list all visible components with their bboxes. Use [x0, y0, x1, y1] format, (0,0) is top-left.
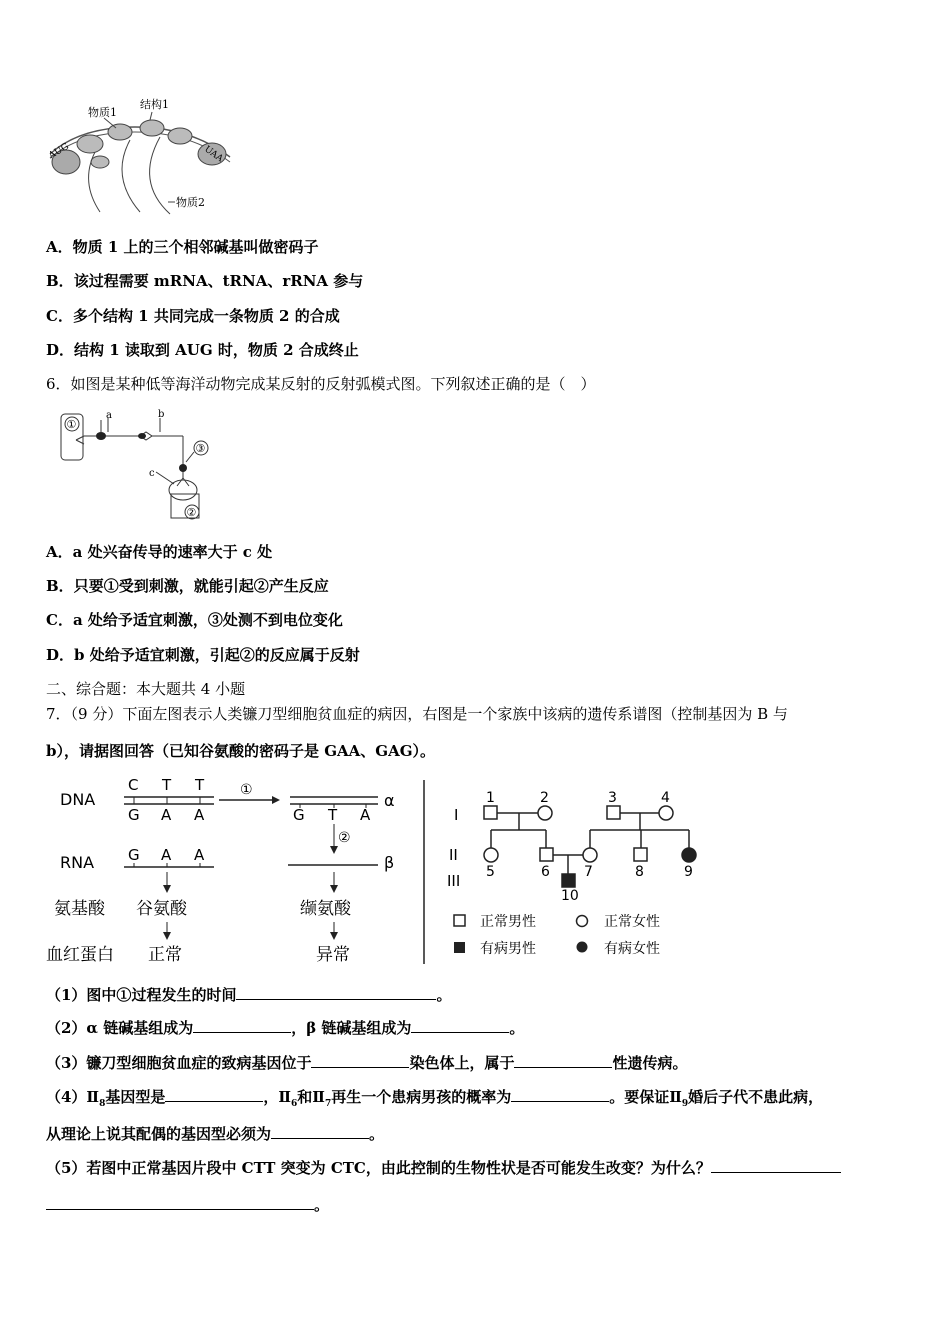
- q6-option-a: A．a 处兴奋传导的速率大于 c 处: [46, 543, 273, 561]
- num-1: 1: [486, 790, 495, 806]
- amino-acid-label: 氨基酸: [54, 899, 105, 919]
- num-10: 10: [561, 888, 579, 904]
- beta-label: β: [384, 853, 395, 872]
- q6-option-b: B．只要①受到刺激，就能引起②产生反应: [46, 577, 329, 595]
- q7-sub4: $(4)Ⅱ_8$基因型是 ，$Ⅱ_6$和$Ⅱ_7$再生一个患病男孩的概率为 。要保证$Ⅱ_9$婚后子代不患此病，: [46, 1088, 824, 1109]
- label-aug: AUG: [47, 141, 71, 162]
- answer-blank-3a[interactable]: [311, 1053, 409, 1068]
- label-substance1: 物质1: [88, 106, 117, 119]
- step-1-label: ①: [240, 782, 253, 798]
- gen-iii-label: III: [447, 872, 461, 890]
- hemoglobin-label: 血红蛋白: [46, 945, 114, 965]
- q7-sub5: （5）若图中正常基因片段中 CTT 突变为 CTC，由此控制的生物性状是否可能发生改变？为什么？: [46, 1157, 841, 1178]
- q7-sub3: （3）镰刀型细胞贫血症的致病基因位于 染色体上，属于 性遗传病。: [46, 1054, 688, 1072]
- step-2-label: ②: [338, 830, 351, 846]
- label-c: c: [149, 468, 155, 479]
- gen-i-label: I: [454, 806, 459, 824]
- q5-option-a: A．物质 1 上的三个相邻碱基叫做密码子: [46, 238, 319, 256]
- mut-g: G: [293, 806, 305, 824]
- label-substance2: 物质2: [176, 196, 205, 209]
- q5-option-c: C．多个结构 1 共同完成一条物质 2 的合成: [46, 307, 340, 325]
- q7-sub2: （2）α 链碱基组成为 ，β 链碱基组成为 。: [46, 1019, 525, 1037]
- q5-option-b: B．该过程需要 mRNA、tRNA、rRNA 参与: [46, 272, 364, 290]
- label-b: b: [158, 409, 165, 420]
- sickle-cell-figure: [44, 772, 704, 968]
- dna-a1: A: [161, 806, 172, 824]
- q7-stem-line2: b），请据图回答（已知谷氨酸的密码子是 GAA、GAG）。: [46, 742, 436, 760]
- rna-label: RNA: [60, 853, 95, 872]
- rna-g: G: [128, 846, 140, 864]
- answer-blank-4a[interactable]: [165, 1087, 263, 1102]
- dna-g: G: [128, 806, 140, 824]
- num-9: 9: [684, 864, 693, 880]
- reflex-arc-figure: [58, 406, 218, 528]
- legend-normal-female: 正常女性: [604, 914, 660, 930]
- num-5: 5: [486, 864, 495, 880]
- rna-a2: A: [194, 846, 205, 864]
- dna-t1: T: [162, 776, 172, 794]
- circle-2-label: ②: [186, 506, 197, 519]
- answer-blank-2b[interactable]: [411, 1018, 509, 1033]
- q6-option-d: D．b 处给予适宜刺激，引起②的反应属于反射: [46, 646, 360, 664]
- q7-sub1: （1）图中①过程发生的时间 。: [46, 986, 452, 1004]
- answer-blank-5b[interactable]: [46, 1195, 314, 1210]
- circle-1-label: ①: [66, 418, 77, 431]
- q6-option-c: C．a 处给予适宜刺激，③处测不到电位变化: [46, 611, 343, 629]
- answer-blank-5a[interactable]: [711, 1158, 841, 1173]
- q6-stem: 6．如图是某种低等海洋动物完成某反射的反射弧模式图。下列叙述正确的是（ ）: [46, 375, 596, 393]
- num-3: 3: [608, 790, 617, 806]
- dna-a2: A: [194, 806, 205, 824]
- abnormal-label: 异常: [316, 945, 350, 965]
- num-4: 4: [661, 790, 670, 806]
- answer-blank-2a[interactable]: [193, 1018, 291, 1033]
- label-structure1: 结构1: [140, 98, 169, 111]
- circle-3-label: ③: [195, 442, 206, 455]
- num-2: 2: [540, 790, 549, 806]
- label-uaa: UAA: [202, 144, 225, 165]
- q7-stem-line1: 7．（9 分）下面左图表示人类镰刀型细胞贫血症的病因，右图是一个家族中该病的遗传系谱图（控制基因为 B 与: [46, 705, 788, 723]
- dna-label: DNA: [60, 790, 96, 809]
- section-2-title: 二、综合题：本大题共 4 小题: [46, 680, 246, 698]
- val-label: 缬氨酸: [300, 899, 351, 919]
- answer-blank-1[interactable]: [236, 985, 436, 1000]
- ribosome-figure: [40, 92, 240, 217]
- answer-blank-4c[interactable]: [271, 1124, 369, 1139]
- num-7: 7: [584, 864, 593, 880]
- num-6: 6: [541, 864, 550, 880]
- legend-affected-female: 有病女性: [604, 941, 660, 957]
- glu-label: 谷氨酸: [136, 899, 187, 919]
- legend-affected-male: 有病男性: [480, 941, 536, 957]
- q5-option-d: D．结构 1 读取到 AUG 时，物质 2 合成终止: [46, 341, 359, 359]
- label-a: a: [106, 410, 112, 421]
- dna-t2: T: [195, 776, 205, 794]
- q7-sub4-line2: 从理论上说其配偶的基因型必须为 。: [46, 1125, 385, 1143]
- rna-a1: A: [161, 846, 172, 864]
- num-8: 8: [635, 864, 644, 880]
- answer-blank-3b[interactable]: [514, 1053, 612, 1068]
- legend-normal-male: 正常男性: [480, 914, 536, 930]
- alpha-label: α: [384, 791, 395, 810]
- normal-label: 正常: [148, 945, 182, 965]
- mut-a: A: [360, 806, 371, 824]
- answer-blank-4b[interactable]: [511, 1087, 609, 1102]
- dna-c: C: [128, 776, 139, 794]
- gen-ii-label: II: [449, 846, 458, 864]
- q7-sub5-line2: 。: [46, 1194, 329, 1215]
- mut-t: T: [328, 806, 338, 824]
